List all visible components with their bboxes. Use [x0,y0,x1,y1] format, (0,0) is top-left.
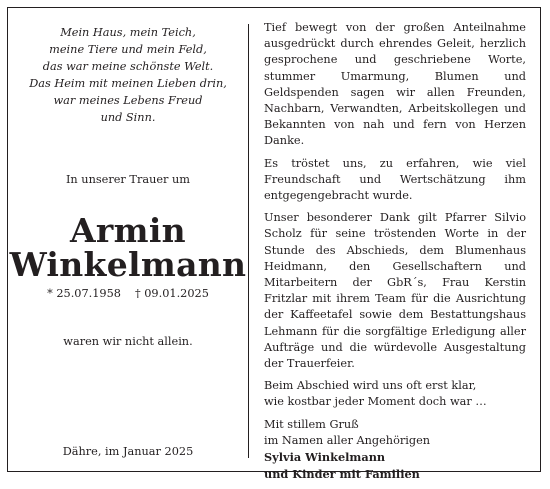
deceased-first-name: Armin [70,211,186,250]
poem-line: war meines Lebens Freud [53,94,203,107]
deceased-last-name: Winkelmann [9,245,247,284]
intro-text: In unserer Trauer um [65,173,191,186]
on-behalf: im Namen aller Angehörigen [264,433,431,447]
poem-line: Mein Haus, mein Teich, [60,26,196,39]
poem-line: meine Tiere und mein Feld, [49,43,207,56]
left-column [8,8,248,471]
signature-block [264,417,526,484]
poem-line: und Sinn. [100,111,156,124]
poem-line: Das Heim mit meinen Lieben drin, [29,77,227,90]
not-alone-text: waren wir nicht allein. [63,335,193,348]
birth-date: * 25.07.1958 [47,287,121,300]
place-date: Dähre, im Januar 2025 [62,445,194,458]
closing-line: Beim Abschied wird uns oft erst klar, [264,379,477,393]
closing-verse [264,378,526,410]
closing-line: wie kostbar jeder Moment doch war … [264,395,487,409]
signer-name: Sylvia Winkelmann [264,450,386,465]
right-column [264,20,526,489]
death-date: † 09.01.2025 [135,287,209,300]
signer-family: und Kinder mit Familien [264,467,420,482]
thanks-paragraph: Es tröstet uns, zu erfahren, wie viel Freundschaft und Wertschätzung ihm entgegengebracht wurde. [264,156,526,203]
thanks-paragraph: Tief bewegt von der großen Anteilnahme ausgedrückt durch ehrendes Geleit, herzlich gesprochene und geschriebene Worte, stummer Umarmung, Blumen und Geldspenden sagen wir allen Freunden, Nachbarn, Verwandten, Arbeitskollegen und Bekannten von nah und fern von Herzen Danke. [264,21,526,148]
greeting: Mit stillem Gruß [264,417,359,431]
life-dates [8,287,248,300]
obituary-notice [7,7,541,482]
thanks-paragraph: Unser besonderer Dank gilt Pfarrer Silvio Scholz für seine tröstenden Worte in der Stunde des Abschieds, dem Blumenhaus Heidmann, den Gesellschaftern und Mitarbeitern der GbR´s, Frau Kerstin Fritzlar mit ihrem Team für die Ausrichtung der Kaffeetafel sowie dem Bestattungshaus Lehmann für die sorgfältige Erledigung aller Aufträge und die würdevolle Ausgestaltung der Trauerfeier. [264,211,526,371]
poem-line: das war meine schönste Welt. [42,60,214,73]
poem [8,24,248,126]
column-divider [248,24,249,458]
